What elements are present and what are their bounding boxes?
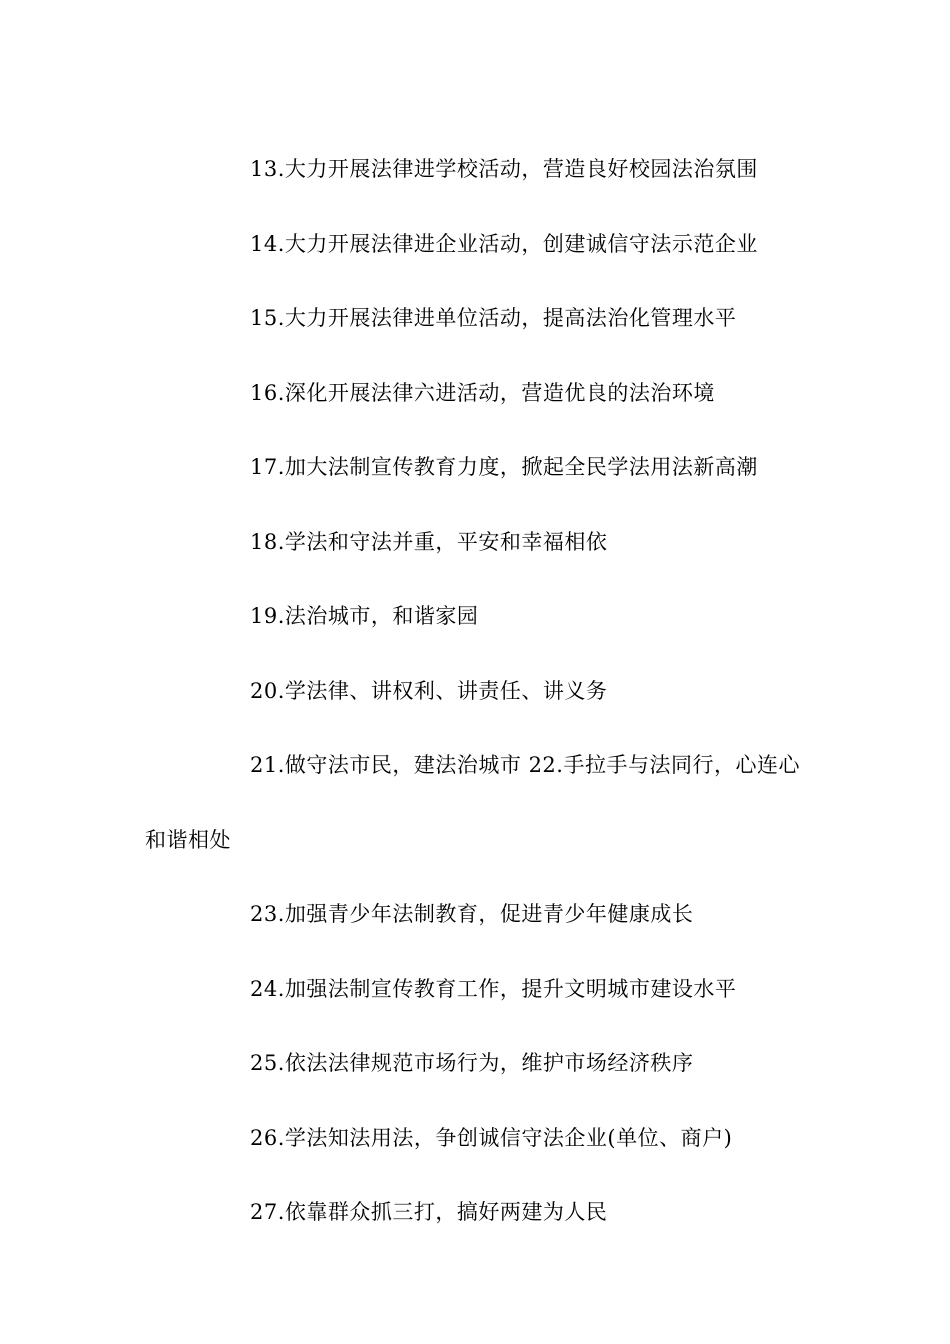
list-item: 15.大力开展法律进单位活动，提高法治化管理水平 bbox=[250, 306, 737, 330]
list-item: 25.依法法律规范市场行为，维护市场经济秩序 bbox=[250, 1051, 694, 1075]
list-item: 19.法治城市，和谐家园 bbox=[250, 604, 479, 628]
list-item: 18.学法和守法并重，平安和幸福相依 bbox=[250, 529, 608, 554]
list-item: 24.加强法制宣传教育工作，提升文明城市建设水平 bbox=[250, 976, 737, 1001]
list-item: 16.深化开展法律六进活动，营造优良的法治环境 bbox=[250, 380, 715, 405]
list-item: 14.大力开展法律进企业活动，创建诚信守法示范企业 bbox=[250, 231, 758, 256]
list-item: 20.学法律、讲权利、讲责任、讲义务 bbox=[250, 678, 608, 703]
list-item: 21.做守法市民，建法治城市 22.手拉手与法同行，心连心和谐相处 bbox=[145, 753, 800, 852]
list-item: 13.大力开展法律进学校活动，营造良好校园法治氛围 bbox=[250, 157, 758, 181]
list-item: 17.加大法制宣传教育力度，掀起全民学法用法新高潮 bbox=[250, 455, 758, 479]
list-item: 23.加强青少年法制教育，促进青少年健康成长 bbox=[250, 902, 694, 926]
slogan-list bbox=[145, 132, 805, 1250]
list-item: 27.依靠群众抓三打，搞好两建为人民 bbox=[250, 1200, 608, 1224]
list-item: 26.学法知法用法，争创诚信守法企业(单位、商户) bbox=[250, 1125, 733, 1150]
